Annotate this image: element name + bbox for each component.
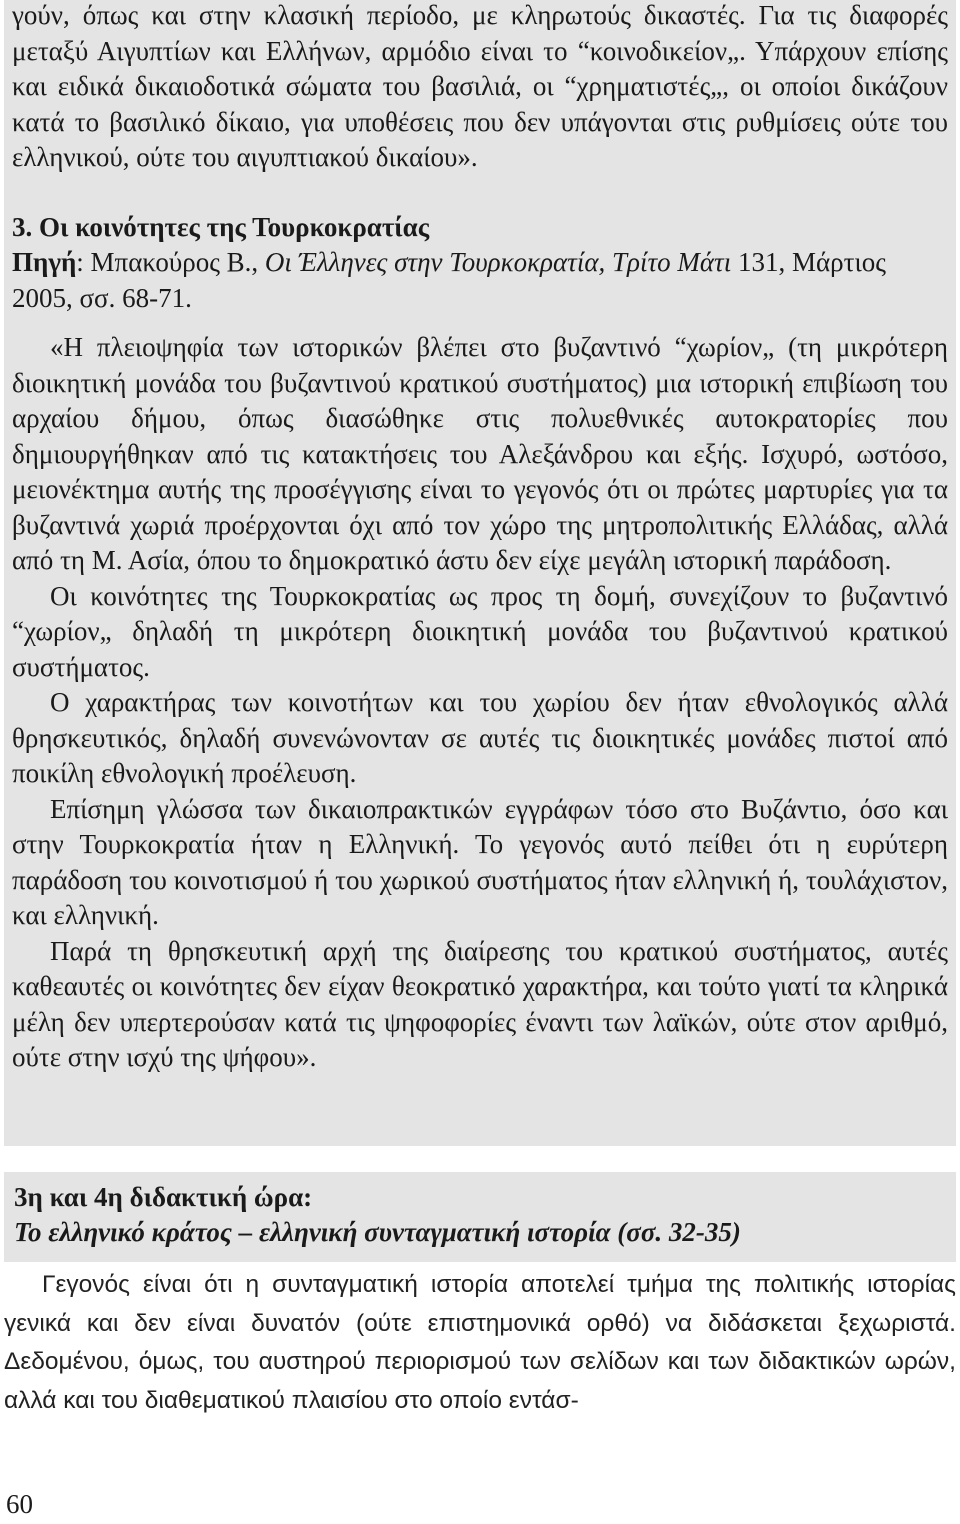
lesson-subtitle: Το ελληνικό κράτος – ελληνική συνταγματική ιστορία (σσ. 32-35) — [14, 1217, 741, 1247]
quote-paragraph: Οι κοινότητες της Τουρκοκρατίας ως προς τη δομή, συνεχίζουν το βυζαντινό “χωρίον„ δηλαδή τη μικρότερη διοικητική μονάδα του βυζαντινού κρατικού συστήματος. — [12, 580, 948, 682]
source-excerpt-box — [4, 0, 956, 1146]
lesson-heading-box — [4, 1172, 956, 1262]
source-label: Πηγή — [12, 247, 77, 277]
source-title: Οι Έλληνες στην Τουρκοκρατία, Τρίτο Μάτι — [264, 247, 732, 277]
source-citation — [12, 245, 948, 316]
section-heading: 3. Οι κοινότητες της Τουρκοκρατίας — [12, 211, 430, 242]
body-paragraph: Γεγονός είναι ότι η συνταγματική ιστορία αποτελεί τμήμα της πολιτικής ιστορίας γενικά και δεν είναι δυνατόν (ούτε επιστημονικά ορθό) να διδάσκεται ξεχωριστά. Δεδομένου, όμως, του αυστηρού περιορισμού των σελίδων και των διδακτικών ωρών, αλλά και του διαθεματικού πλαισίου στο οποίο εντάσ- — [4, 1271, 956, 1414]
quote-paragraph: Επίσημη γλώσσα των δικαιοπρακτικών εγγράφων τόσο στο Βυζάντιο, όσο και στην Τουρκοκρατία ήταν η Ελληνική. Το γεγονός αυτό πείθει ότι η ευρύτερη παράδοση του κοινοτισμού ή του χωρικού συστήματος ήταν ελληνική ή, τουλάχιστον, και ελληνική. — [12, 793, 948, 930]
source-author: : Μπακούρος Β., — [76, 247, 259, 277]
source-details: 131, Μάρτιος 2005, σσ. 68-71. — [12, 247, 886, 313]
quote-block — [12, 330, 948, 1076]
quote-paragraph: Παρά τη θρησκευτική αρχή της διαίρεσης του κρατικού συστήματος, αυτές καθεαυτές οι κοινότητες δεν είχαν θεοκρατικό χαρακτήρα, και τούτο γιατί τα κληρικά μέλη δεν υπερτερούσαν κατά τις ψηφοφορίες έναντι των λαϊκών, ούτε στον αριθμό, ούτε στην ισχύ της ψήφου». — [12, 935, 948, 1072]
quote-paragraph: Ο χαρακτήρας των κοινοτήτων και του χωρίου δεν ήταν εθνολογικός αλλά θρησκευτικός, δηλαδή συνενώνονταν σε αυτές τις διοικητικές μονάδες πιστοί από ποικίλη εθνολογική προέλευση. — [12, 687, 948, 788]
page-number: 60 — [6, 1489, 33, 1519]
quote-paragraph: «Η πλειοψηφία των ιστορικών βλέπει στο βυζαντινό “χωρίον„ (τη μικρότερη διοικητική μονάδα του βυζαντινού κρατικού συστήματος) μια ιστορική επιβίωση του αρχαίου δήμου, όπως διασώθηκε στις πολυεθνικές αυτοκρατορίες που δημιουργήθηκαν από τις κατακτήσεις του Αλεξάνδρου και εξής. Ισχυρό, ωστόσο, μειονέκτημα αυτής της προσέγγισης είναι το γεγονός ότι οι πρώτες μαρτυρίες για τα βυζαντινά χωριά προέρχονται όχι από τον χώρο της μητροπολιτικής Ελλάδας, αλλά από τη Μ. Ασία, όπου το δημοκρατικό άστυ δεν είχε μεγάλη ιστορική παράδοση. — [12, 332, 948, 575]
intro-paragraph: γούν, όπως και στην κλασική περίοδο, με κληρωτούς δικαστές. Για τις διαφορές μεταξύ Αιγυπτίων και Ελλήνων, αρμόδιο είναι το “κοινοδικείον„. Υπάρχουν επίσης και ειδικά δικαιοδοτικά σώματα του βασιλιά, οι “χρηματιστές„, οι οποίοι δικάζουν κατά το βασιλικό δίκαιο, για υποθέσεις που δεν υπάγονται στις ρυθμίσεις ούτε του ελληνικού, ούτε του αιγυπτιακού δικαίου». — [12, 0, 948, 172]
lesson-title: 3η και 4η διδακτική ώρα: — [14, 1182, 313, 1212]
